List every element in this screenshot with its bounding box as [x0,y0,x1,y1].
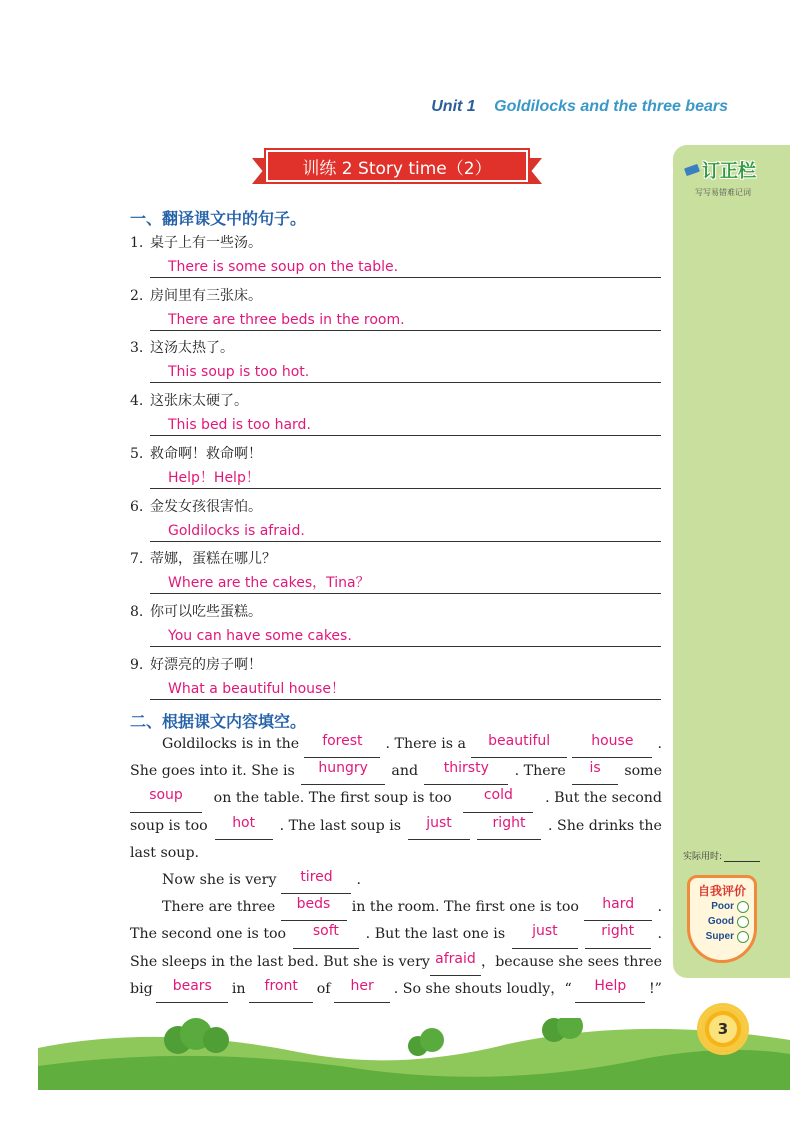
unit-subtitle: Goldilocks and the three bears [494,98,728,115]
answer-blank[interactable]: right [477,813,541,840]
passage-text: soup is too [130,817,208,834]
answer-line[interactable]: Help！Help！ [150,469,661,489]
answer-blank[interactable]: Help [575,976,645,1003]
prompt-text: 你可以吃些蛋糕。 [150,603,262,620]
prompt-text: 桌子上有一些汤。 [150,235,262,251]
answer-blank[interactable]: hard [584,894,652,921]
passage-text: Goldilocks is in the [162,736,300,752]
banner-title: 训练 2 Story time（2） [302,158,492,179]
answer-blank[interactable]: tired [281,867,351,894]
item-number: 3. [130,340,144,357]
passage-line [130,976,662,1003]
passage-text: . There [514,763,566,780]
passage-text: . She drinks the [547,817,662,834]
passage-text: !” [648,980,662,997]
answer-line[interactable]: There are three beds in the room. [150,311,661,331]
passage-text: of [316,980,331,997]
prompt-text: 好漂亮的房子啊！ [150,656,262,673]
time-used-label: 实际用时: [683,852,723,862]
translation-prompt [130,390,248,410]
translation-prompt [130,232,262,252]
fill-in-passage [130,731,662,1003]
passage-line [130,840,662,867]
self-evaluation-title: 自我评价 [697,884,746,898]
passage-text: in [231,980,246,997]
time-used-blank[interactable] [724,861,760,862]
passage-text: some [624,763,662,780]
passage-text: last soup. [130,844,200,861]
passage-line [130,921,662,948]
item-number: 2. [130,287,144,304]
passage-text: big [130,980,153,997]
section2-heading: 二、根据课文内容填空。 [130,712,307,731]
section1-heading: 一、翻译课文中的句子。 [130,209,307,228]
passage-line [130,758,662,785]
answer-blank[interactable]: beautiful [471,731,567,758]
answer-blank[interactable]: thirsty [424,758,508,785]
passage-text: ，because she sees three [481,953,662,970]
circle-icon[interactable] [737,901,749,913]
answer-line[interactable]: Where are the cakes，Tina？ [150,574,661,594]
passage-text: . The last soup is [279,817,402,834]
answer-blank[interactable]: just [408,813,470,840]
item-number: 7. [130,551,144,568]
answer-blank[interactable]: her [334,976,390,1003]
answer-blank[interactable]: just [512,921,578,948]
prompt-text: 这汤太热了。 [150,340,234,357]
answer-line[interactable]: You can have some cakes. [150,627,661,647]
prompt-text: 这张床太硬了。 [150,393,248,410]
sidebar-title: 订正栏 [702,161,756,182]
passage-text: There are three [162,899,276,916]
page-number: 3 [709,1015,737,1043]
passage-text: She goes into it. She is [130,763,295,780]
item-number: 6. [130,498,144,515]
translation-prompt [130,337,234,357]
answer-blank[interactable]: hungry [301,758,385,785]
self-evaluation-badge [687,875,757,963]
passage-text: . So she shouts loudly，“ [393,980,572,997]
item-number: 5. [130,445,144,462]
running-header [431,98,728,116]
prompt-text: 金发女孩很害怕。 [150,498,262,515]
translation-prompt [130,285,262,305]
passage-text: . [657,899,662,916]
answer-blank[interactable]: forest [304,731,380,758]
page-number-sunflower [700,1006,746,1052]
translation-prompt [130,601,262,621]
answer-blank[interactable]: hot [215,813,273,840]
passage-text: She sleeps in the last bed. But she is very [130,953,430,970]
passage-text: . There is a [385,736,467,752]
passage-text: in the room. The first one is too [351,899,579,916]
unit-label: Unit 1 [431,98,476,115]
translation-prompt [130,443,262,463]
prompt-text: 救命啊！救命啊！ [150,445,262,462]
eval-option-super[interactable]: Super [690,929,754,944]
passage-text: . [657,736,662,752]
answer-blank[interactable]: right [585,921,651,948]
sidebar-subtitle: 写写易错难记词 [695,188,751,197]
passage-line [130,949,662,976]
answer-blank[interactable]: front [249,976,313,1003]
answer-line[interactable]: This soup is too hot. [150,363,661,383]
landscape-illustration [38,1018,790,1090]
passage-line [130,785,662,812]
prompt-text: 蒂娜，蛋糕在哪儿？ [150,551,276,568]
banner-body [266,150,528,182]
passage-line [130,867,662,894]
passage-line [130,894,662,921]
passage-text: . But the last one is [365,926,506,943]
answer-blank[interactable]: cold [463,785,533,812]
item-number: 8. [130,603,144,620]
answer-blank[interactable]: afraid [430,949,481,976]
passage-line [130,731,662,758]
exercise-banner [252,150,542,186]
passage-line [130,813,662,840]
passage-text: The second one is too [130,926,287,943]
item-number: 4. [130,393,144,410]
passage-text: . [657,926,662,943]
prompt-text: 房间里有三张床。 [150,287,262,304]
correction-sidebar [673,145,790,978]
pencil-icon [684,164,700,176]
eval-option-good[interactable]: Good [690,914,754,929]
answer-blank[interactable]: house [572,731,652,758]
passage-text: Now she is very [162,871,277,888]
passage-text: . But the second [545,790,662,807]
eval-option-poor[interactable]: Poor [690,899,754,914]
answer-line[interactable]: This bed is too hard. [150,416,661,436]
circle-icon[interactable] [737,931,749,943]
answer-line[interactable]: What a beautiful house！ [150,680,661,700]
answer-line[interactable]: Goldilocks is afraid. [150,522,661,542]
item-number: 9. [130,656,144,673]
item-number: 1. [130,235,144,251]
answer-blank[interactable]: is [572,758,618,785]
answer-blank[interactable]: bears [156,976,228,1003]
circle-icon[interactable] [737,916,749,928]
answer-blank[interactable]: soup [130,785,202,812]
sidebar-logo [685,157,756,183]
passage-text: on the table. The first soup is too [213,790,452,807]
passage-text: . [356,871,361,888]
answer-blank[interactable]: beds [281,894,347,921]
answer-line[interactable]: There is some soup on the table. [150,258,661,278]
translation-prompt [130,548,276,568]
answer-blank[interactable]: soft [293,921,359,948]
passage-text: and [391,763,419,780]
translation-prompt [130,654,262,674]
time-used-field[interactable] [683,849,760,862]
translation-prompt [130,496,262,516]
